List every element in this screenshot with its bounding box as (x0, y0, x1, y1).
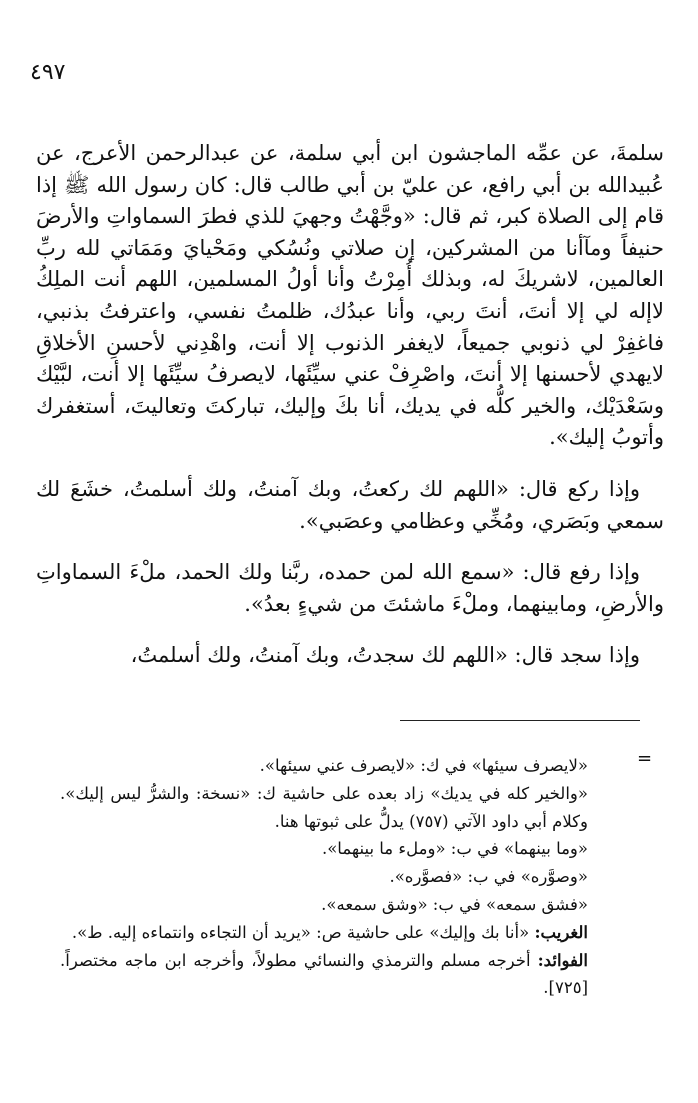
footnote-gharib (60, 919, 588, 947)
hadith-paragraph-opening-dua: سلمةَ، عن عمِّه الماجشون ابن أبي سلمة، عن عبدالرحمن الأعرج، عن عُبيدالله بن أبي رافع، عن عليّ بن أبي طالب قال: كان رسول الله ﷺ إذا قام إلى الصلاة كبر، ثم قال: «وجَّهْتُ وجهيَ للذي فطرَ السماواتِ والأرضَ حنيفاً ومآأنا من المشركين، إن صلاتي ونُسُكي ومَحْيايَ ومَمَاتي لله ربِّ العالمين، لاشريكَ له، وبذلك أُمِرْتُ وأنا أولُ المسلمين، اللهم أنت الملِكُ لاإله لي إلا أنتَ، أنتَ ربي، وأنا عبدُك، ظلمتُ نفسي، واعترفتُ بذنبي، فاغفِرْ لي ذنوبي جميعاً، لايغفر الذنوب إلا أنت، واهْدِني لأحسنِ الأخلاقِ لايهدي لأحسنها إلا أنتَ، واصْرِفْ عني سيِّئَها، لايصرفُ سيِّئَها إلا أنت، لبَّيْك وسَعْدَيْك، والخير كلُّه في يديك، أنا بكَ وإليك، تباركتَ وتعاليتَ، أستغفرك وأتوبُ إليك». (36, 141, 664, 450)
hadith-paragraph-ruku: وإذا ركع قال: «اللهم لك ركعتُ، وبك آمنتُ، ولك أسلمتُ، خشَعَ لك سمعي وبَصَري، ومُخِّي وعظامي وعصَبي». (36, 476, 664, 533)
continuation-mark: = (637, 748, 653, 769)
footnote-gharib-text: «أنا بك وإليك» على حاشية ص: «يريد أن التجاءه وانتماءه إليه. ط». (71, 922, 530, 942)
footnote-item: «وما بينهما» في ب: «وملء ما بينهما». (321, 839, 588, 859)
footnote-fawaid-text: أخرجه مسلم والترمذي والنسائي مطولاً، وأخرجه ابن ماجه مختصراً. [٧٢٥]. (60, 950, 588, 998)
footnote-item: «فشق سمعه» في ب: «وشق سمعه». (321, 894, 588, 914)
footnote-label-gharib: الغريب: (534, 922, 588, 942)
hadith-paragraph-rising: وإذا رفع قال: «سمع الله لمن حمده، ربَّنا ولك الحمد، ملْءَ السماواتِ والأرضِ، ومابينهما، وملْءَ ماشئتَ من شيءٍ بعدُ». (36, 560, 664, 616)
main-text (36, 138, 664, 672)
footnote-item: «لايصرف سيئها» في ك: «لايصرف عني سيئها». (259, 756, 588, 775)
page-number: ٤٩٧ (30, 60, 66, 85)
footnote-separator (400, 720, 640, 721)
footnote-item: «وصوَّره» في ب: «فصوَّره». (389, 867, 588, 887)
footnote-label-fawaid: الفوائد: (537, 950, 589, 970)
footnote-item: «والخير كله في يديك» زاد بعده على حاشية ك: «نسخة: والشرُّ ليس إليك». وكلام أبي داود الآتي (٧٥٧) يدلُّ على ثبوتها هنا. (60, 783, 588, 831)
footnote-fawaid (60, 947, 588, 1003)
footnotes (60, 752, 588, 1002)
hadith-paragraph-sujud: وإذا سجد قال: «اللهم لك سجدتُ، وبك آمنتُ، ولك أسلمتُ، (130, 643, 640, 668)
